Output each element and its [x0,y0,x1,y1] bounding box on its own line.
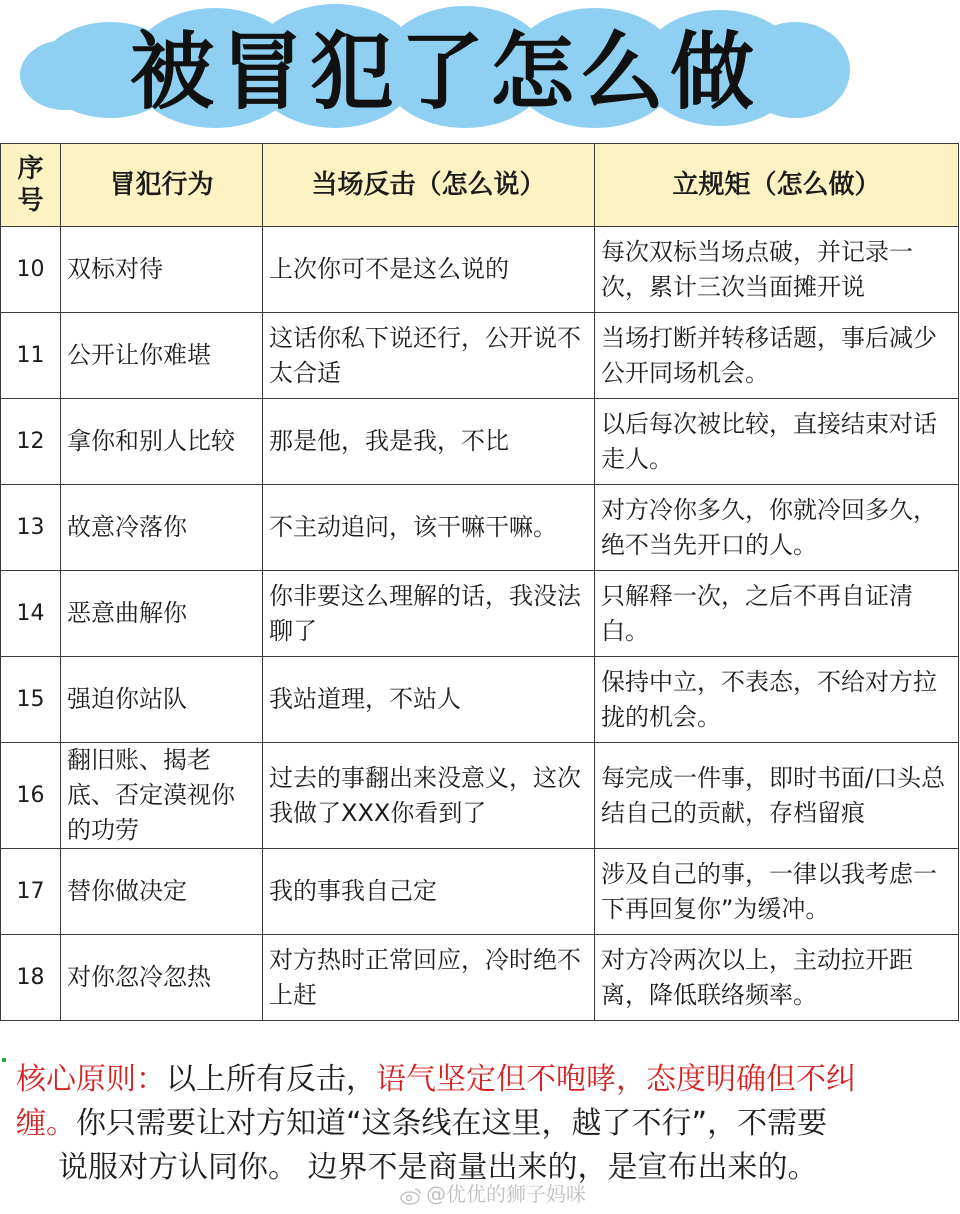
row-behavior: 恶意曲解你 [61,571,263,657]
row-number: 11 [1,313,61,399]
table-row [1,657,959,743]
row-rule: 每次双标当场点破，并记录一次，累计三次当面摊开说 [595,227,959,313]
title-banner [0,0,960,140]
row-number: 17 [1,849,61,935]
row-number: 12 [1,399,61,485]
table-row [1,571,959,657]
row-counter: 对方热时正常回应，冷时绝不上赶 [263,935,595,1021]
table-row [1,399,959,485]
principle-line-2 [16,1102,827,1146]
row-counter: 过去的事翻出来没意义，这次我做了XXX你看到了 [263,743,595,849]
page-title: 被冒犯了怎么做 [129,23,760,121]
row-rule: 每完成一件事，即时书面/口头总结自己的贡献，存档留痕 [595,743,959,849]
green-marker [2,1058,6,1062]
principle-emphasis-2: 缠。 [16,1106,76,1141]
header-number: 序号 [1,144,61,227]
row-behavior: 对你忽冷忽热 [61,935,263,1021]
row-number: 15 [1,657,61,743]
table-row [1,485,959,571]
row-number: 14 [1,571,61,657]
principle-text-2: 你只需要让对方知道“这条线在这里，越了不行”，不需要 [76,1106,828,1141]
table-row [1,313,959,399]
row-counter: 那是他，我是我，不比 [263,399,595,485]
row-counter: 我站道理，不站人 [263,657,595,743]
watermark-text: @优优的狮子妈咪 [426,1182,586,1206]
table-row [1,935,959,1021]
row-rule: 对方冷你多久，你就冷回多久，绝不当先开口的人。 [595,485,959,571]
table-row [1,227,959,313]
row-rule: 只解释一次，之后不再自证清白。 [595,571,959,657]
row-counter: 这话你私下说还行，公开说不太合适 [263,313,595,399]
watermark [400,1178,586,1207]
table-row [1,849,959,935]
row-counter: 我的事我自己定 [263,849,595,935]
row-counter: 不主动追问，该干嘛干嘛。 [263,485,595,571]
row-behavior: 翻旧账、揭老底、否定漠视你的功劳 [61,743,263,849]
row-behavior: 双标对待 [61,227,263,313]
row-behavior: 拿你和别人比较 [61,399,263,485]
table-header-row [1,144,959,227]
row-number: 13 [1,485,61,571]
row-rule: 当场打断并转移话题，事后减少公开同场机会。 [595,313,959,399]
row-rule: 保持中立，不表态，不给对方拉拢的机会。 [595,657,959,743]
row-rule: 对方冷两次以上，主动拉开距离，降低联络频率。 [595,935,959,1021]
principle-emphasis-1: 语气坚定但不咆哮，态度明确但不纠 [376,1062,856,1097]
header-behavior: 冒犯行为 [61,144,263,227]
row-behavior: 强迫你站队 [61,657,263,743]
principle-line-1 [16,1058,856,1102]
row-number: 16 [1,743,61,849]
row-counter: 上次你可不是这么说的 [263,227,595,313]
header-rule: 立规矩（怎么做） [595,144,959,227]
principle-text-3: 说服对方认同你。 边界不是商量出来的，是宣布出来的。 [58,1150,818,1185]
row-rule: 涉及自己的事，一律以我考虑一下再回复你”为缓冲。 [595,849,959,935]
header-counter: 当场反击（怎么说） [263,144,595,227]
row-behavior: 故意冷落你 [61,485,263,571]
row-number: 10 [1,227,61,313]
table-row [1,743,959,849]
weibo-icon [400,1187,422,1205]
principle-text-1: 以上所有反击， [166,1062,376,1097]
row-behavior: 公开让你难堪 [61,313,263,399]
row-rule: 以后每次被比较，直接结束对话走人。 [595,399,959,485]
principle-label: 核心原则： [16,1062,166,1097]
row-counter: 你非要这么理解的话，我没法聊了 [263,571,595,657]
insult-response-table [0,143,959,1021]
row-number: 18 [1,935,61,1021]
row-behavior: 替你做决定 [61,849,263,935]
